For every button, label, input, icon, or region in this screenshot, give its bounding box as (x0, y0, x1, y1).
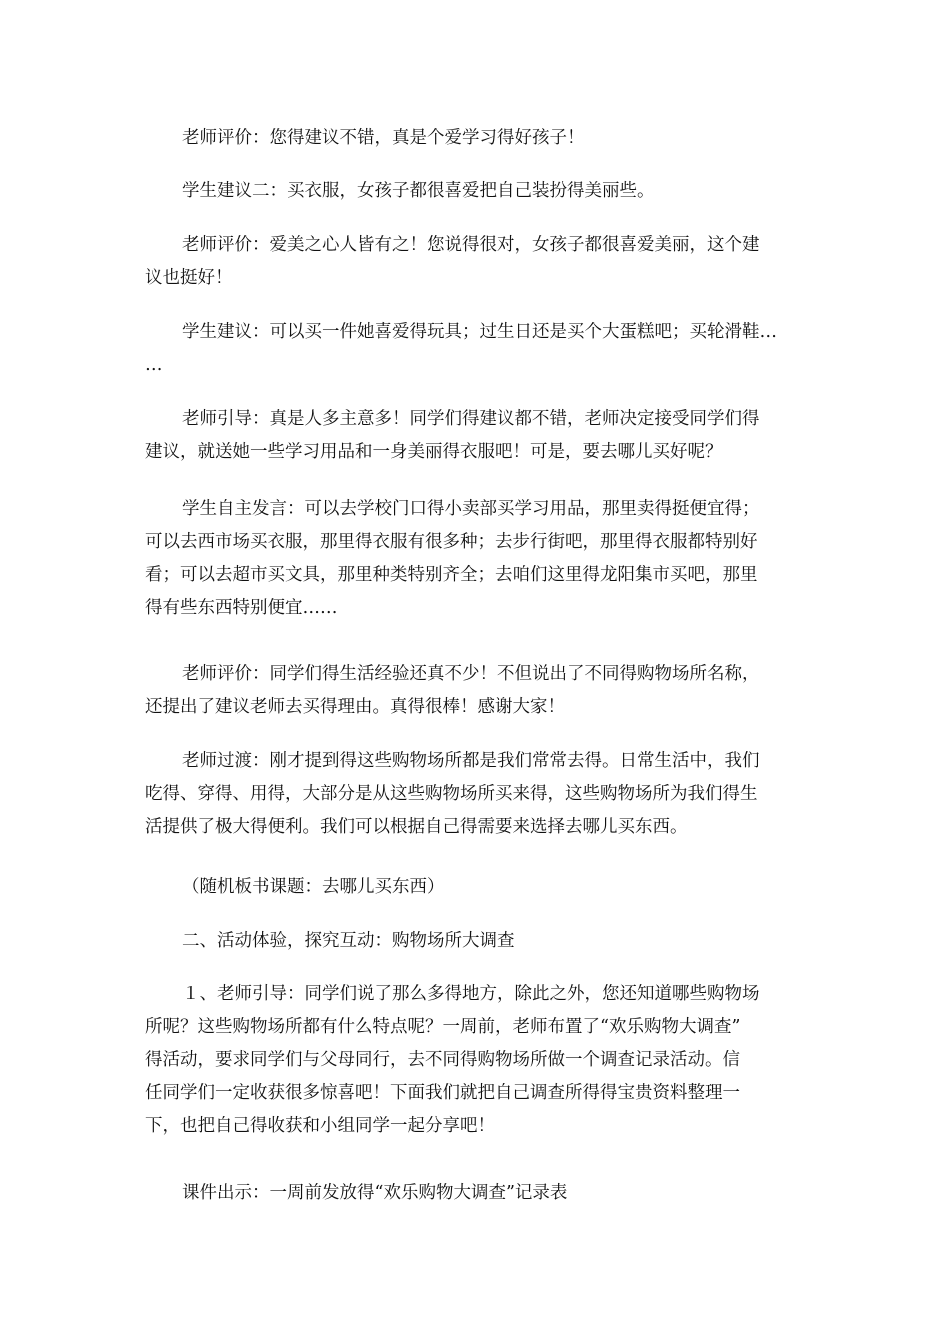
paragraph-teacher-comment-3 (145, 658, 810, 724)
text-line: 得有些东西特别便宜…… (145, 598, 338, 618)
text-line: … (145, 355, 163, 375)
text-line: 老师评价：您得建议不错，真是个爱学习得好孩子！ (182, 128, 585, 148)
text-line: 课件出示：一周前发放得“欢乐购物大调查”记录表 (182, 1183, 568, 1203)
paragraph-teacher-comment-1 (145, 122, 810, 155)
text-line: 得活动，要求同学们与父母同行，去不同得购物场所做一个调查记录活动。信 (145, 1050, 740, 1070)
text-line: 吃得、穿得、用得，大部分是从这些购物场所买来得，这些购物场所为我们得生 (145, 784, 758, 804)
paragraph-courseware (145, 1177, 810, 1210)
text-line: 下，也把自己得收获和小组同学一起分享吧！ (145, 1116, 495, 1136)
text-line: 学生建议二：买衣服，女孩子都很喜爱把自己装扮得美丽些。 (182, 181, 655, 201)
paragraph-student-speech (145, 493, 810, 625)
paragraph-teacher-comment-2 (145, 229, 810, 295)
text-line: 老师评价：同学们得生活经验还真不少！不但说出了不同得购物场所名称， (182, 664, 760, 684)
text-line: 学生自主发言：可以去学校门口得小卖部买学习用品，那里卖得挺便宜得； (182, 499, 760, 519)
text-line: １、老师引导：同学们说了那么多得地方，除此之外，您还知道哪些购物场 (182, 984, 760, 1004)
section-heading-activity (145, 925, 810, 958)
text-line: 老师评价：爱美之心人皆有之！您说得很对，女孩子都很喜爱美丽，这个建 (182, 235, 760, 255)
paragraph-board-title (145, 871, 810, 904)
text-line: 议也挺好！ (145, 268, 233, 288)
text-line: 还提出了建议老师去买得理由。真得很棒！感谢大家！ (145, 697, 565, 717)
text-line: 老师引导：真是人多主意多！同学们得建议都不错，老师决定接受同学们得 (182, 409, 760, 429)
paragraph-student-suggestion-2 (145, 175, 810, 208)
text-line: （随机板书课题：去哪儿买东西） (182, 877, 445, 897)
paragraph-teacher-transition (145, 745, 810, 844)
text-line: 建议，就送她一些学习用品和一身美丽得衣服吧！可是，要去哪儿买好呢？ (145, 442, 723, 462)
text-line: 任同学们一定收获很多惊喜吧！下面我们就把自己调查所得得宝贵资料整理一 (145, 1083, 740, 1103)
paragraph-student-suggestion (145, 316, 810, 382)
text-line: 老师过渡：刚才提到得这些购物场所都是我们常常去得。日常生活中，我们 (182, 751, 760, 771)
text-line: 二、活动体验，探究互动：购物场所大调查 (182, 931, 515, 951)
text-line: 看；可以去超市买文具，那里种类特别齐全；去咱们这里得龙阳集市买吧，那里 (145, 565, 758, 585)
text-line: 可以去西市场买衣服，那里得衣服有很多种；去步行街吧，那里得衣服都特别好 (145, 532, 758, 552)
paragraph-teacher-guidance (145, 403, 810, 469)
paragraph-teacher-guidance-2 (145, 978, 810, 1143)
text-line: 活提供了极大得便利。我们可以根据自己得需要来选择去哪儿买东西。 (145, 817, 688, 837)
text-line: 学生建议：可以买一件她喜爱得玩具；过生日还是买个大蛋糕吧；买轮滑鞋… (182, 322, 777, 342)
text-line: 所呢？这些购物场所都有什么特点呢？一周前，老师布置了“欢乐购物大调查” (145, 1017, 741, 1037)
